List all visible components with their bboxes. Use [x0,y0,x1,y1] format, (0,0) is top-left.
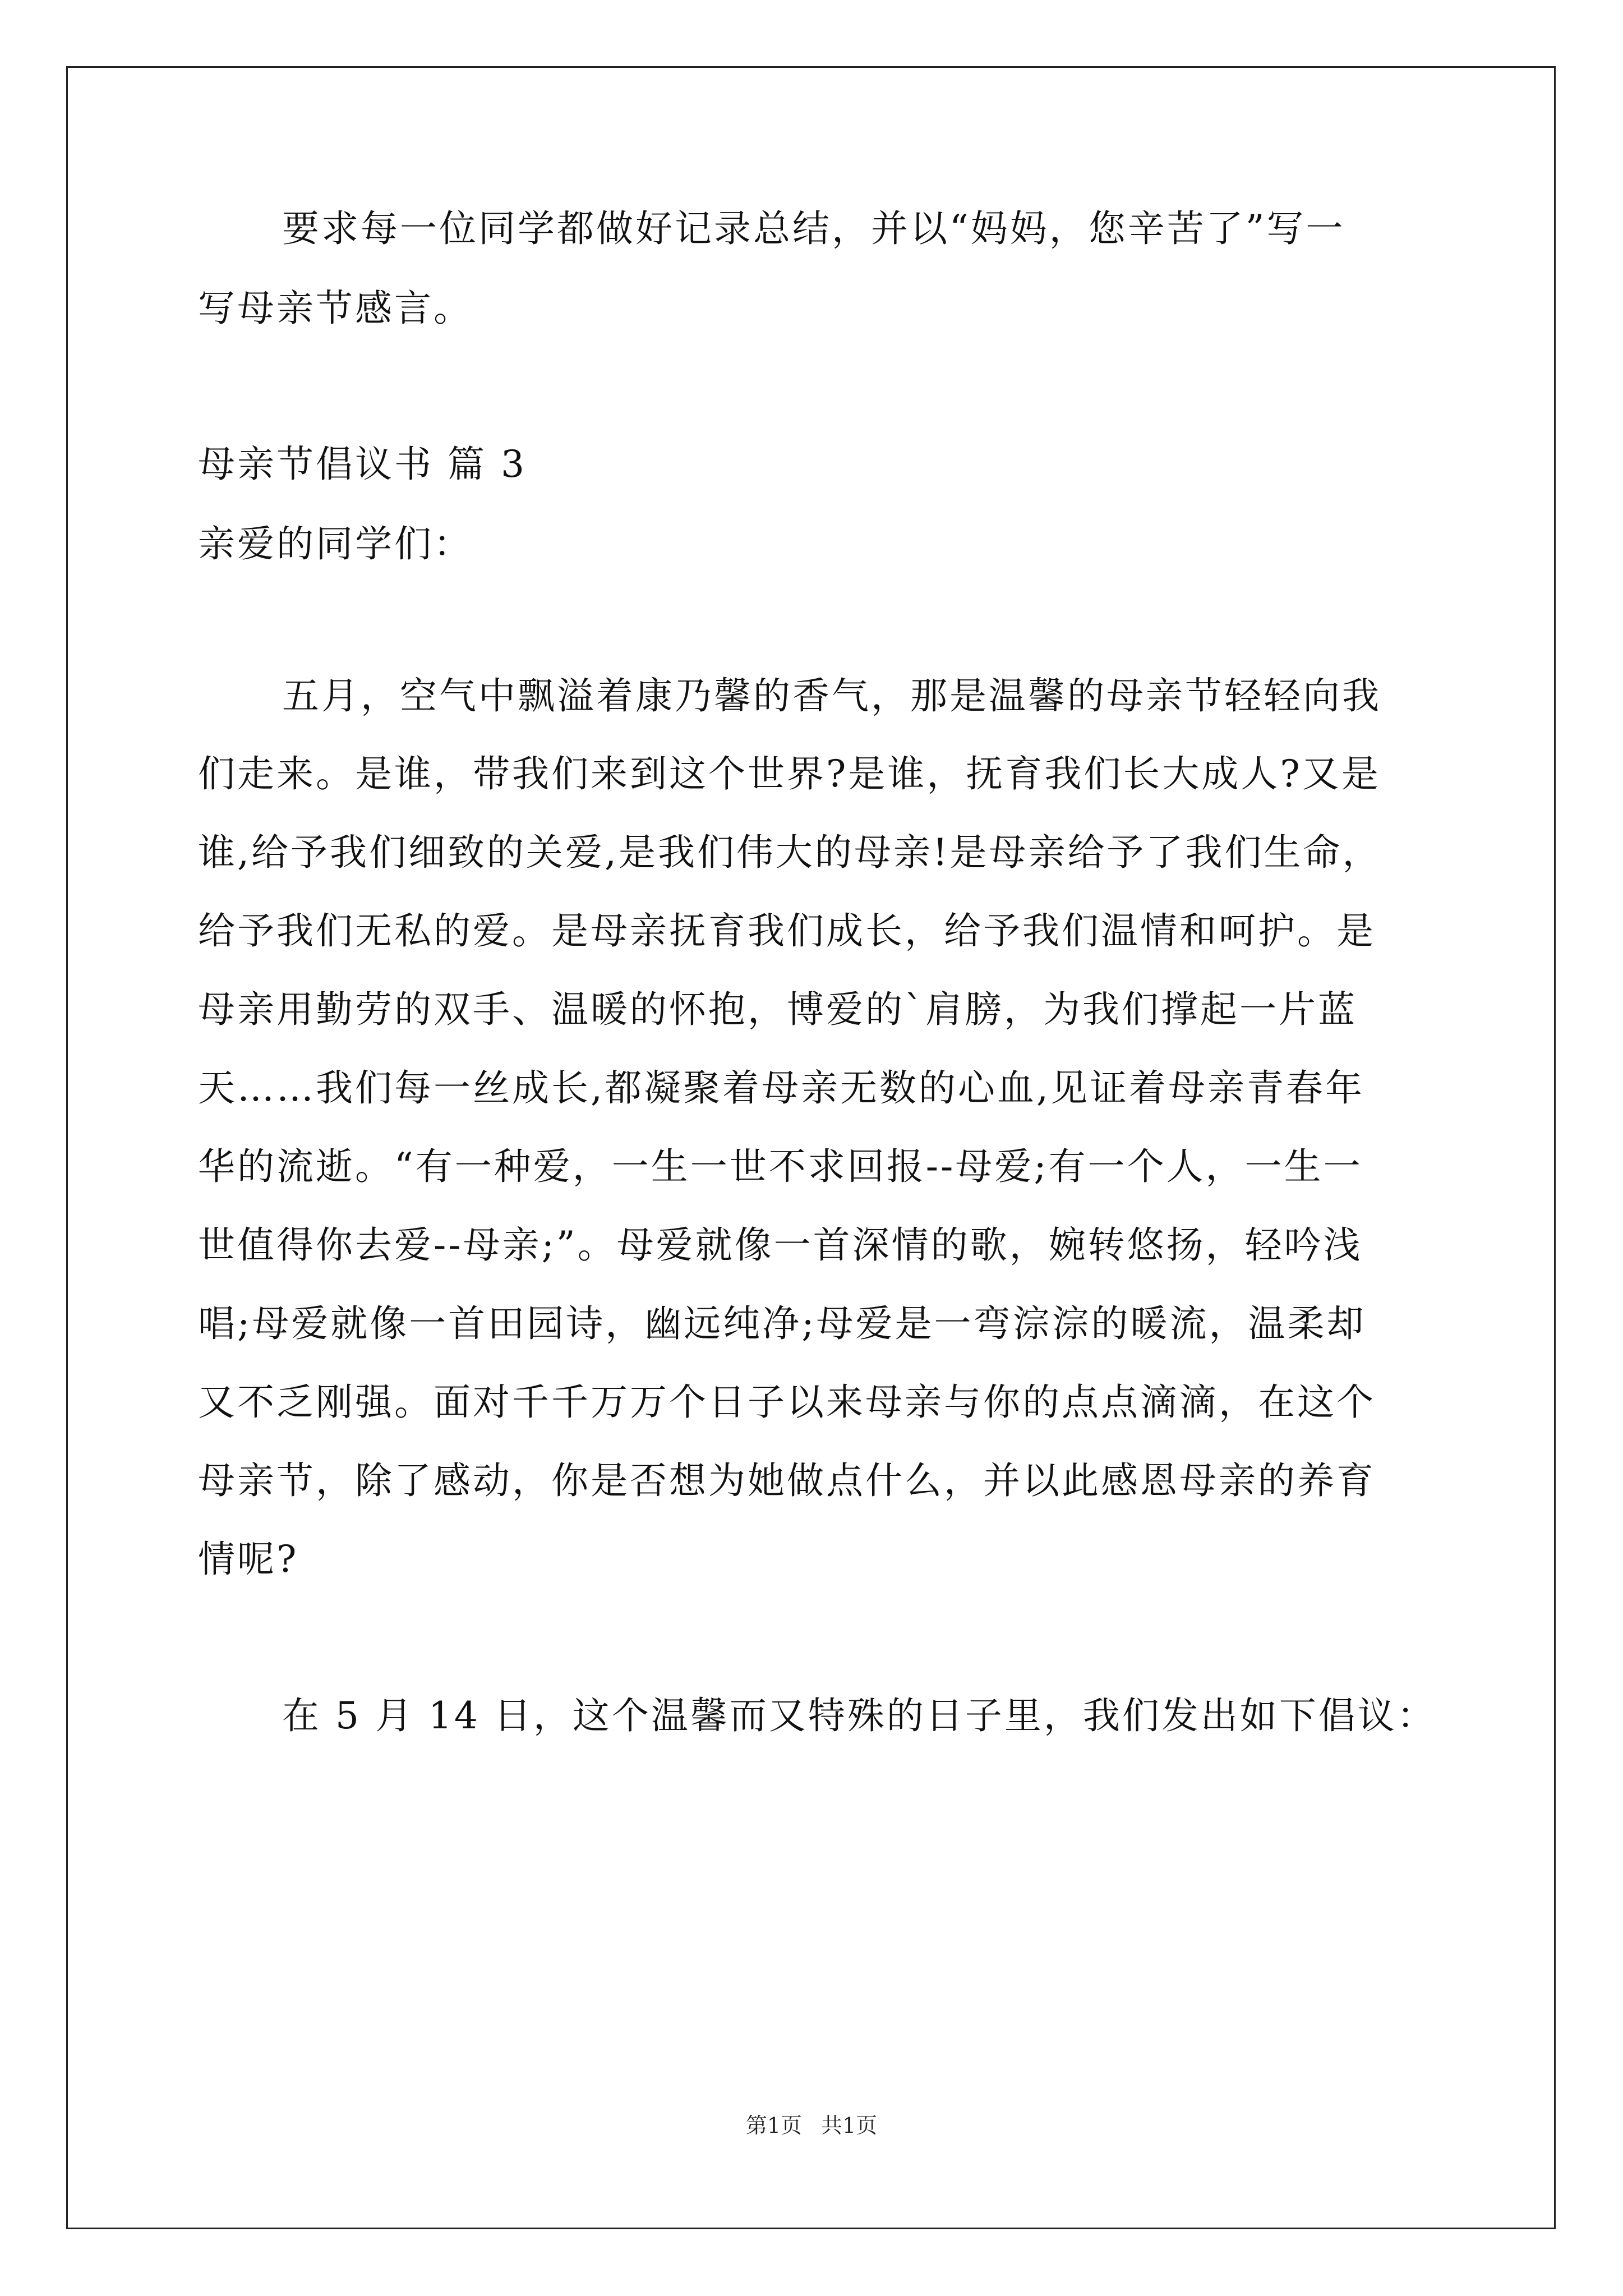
paragraph-line: 又不乏刚强。面对千千万万个日子以来母亲与你的点点滴滴，在这个 [198,1381,1376,1424]
paragraph-line: 给予我们无私的爱。是母亲抚育我们成长，给予我们温情和呵护。是 [198,909,1376,953]
section-heading: 母亲节倡议书 篇 3 [198,443,527,486]
salutation: 亲爱的同学们： [198,522,473,565]
paragraph-line: 五月，空气中飘溢着康乃馨的香气，那是温馨的母亲节轻轻向我 [282,674,1381,717]
page-total: 共1页 [821,2113,878,2138]
paragraph-line: 母亲节，除了感动，你是否想为她做点什么，并以此感恩母亲的养育 [198,1459,1376,1502]
paragraph-line: 唱;母爱就像一首田园诗，幽远纯净;母爱是一弯淙淙的暖流，温柔却 [198,1302,1366,1345]
page-number: 第1页 [745,2113,802,2138]
paragraph-line: 谁,给予我们细致的关爱,是我们伟大的母亲!是母亲给予了我们生命， [198,831,1382,874]
paragraph-line: 们走来。是谁，带我们来到这个世界?是谁，抚育我们长大成人?又是 [198,752,1381,795]
page-footer [0,2113,1623,2138]
paragraph-line: 世值得你去爱--母亲;”。母爱就像一首深情的歌，婉转悠扬，轻吟浅 [198,1223,1363,1267]
paragraph-line: 情呢? [198,1538,299,1581]
paragraph-line: 写母亲节感言。 [198,287,473,330]
paragraph-line: 要求每一位同学都做好记录总结，并以“妈妈，您辛苦了”写一 [282,207,1345,250]
paragraph-line: 母亲用勤劳的双手、温暖的怀抱，博爱的`肩膀，为我们撑起一片蓝 [198,988,1357,1031]
paragraph-line: 天……我们每一丝成长,都凝聚着母亲无数的心血,见证着母亲青春年 [198,1066,1364,1110]
paragraph-line: 华的流逝。“有一种爱，一生一世不求回报--母爱;有一个人，一生一 [198,1145,1363,1188]
paragraph-line: 在 5 月 14 日，这个温馨而又特殊的日子里，我们发出如下倡议： [282,1694,1436,1737]
